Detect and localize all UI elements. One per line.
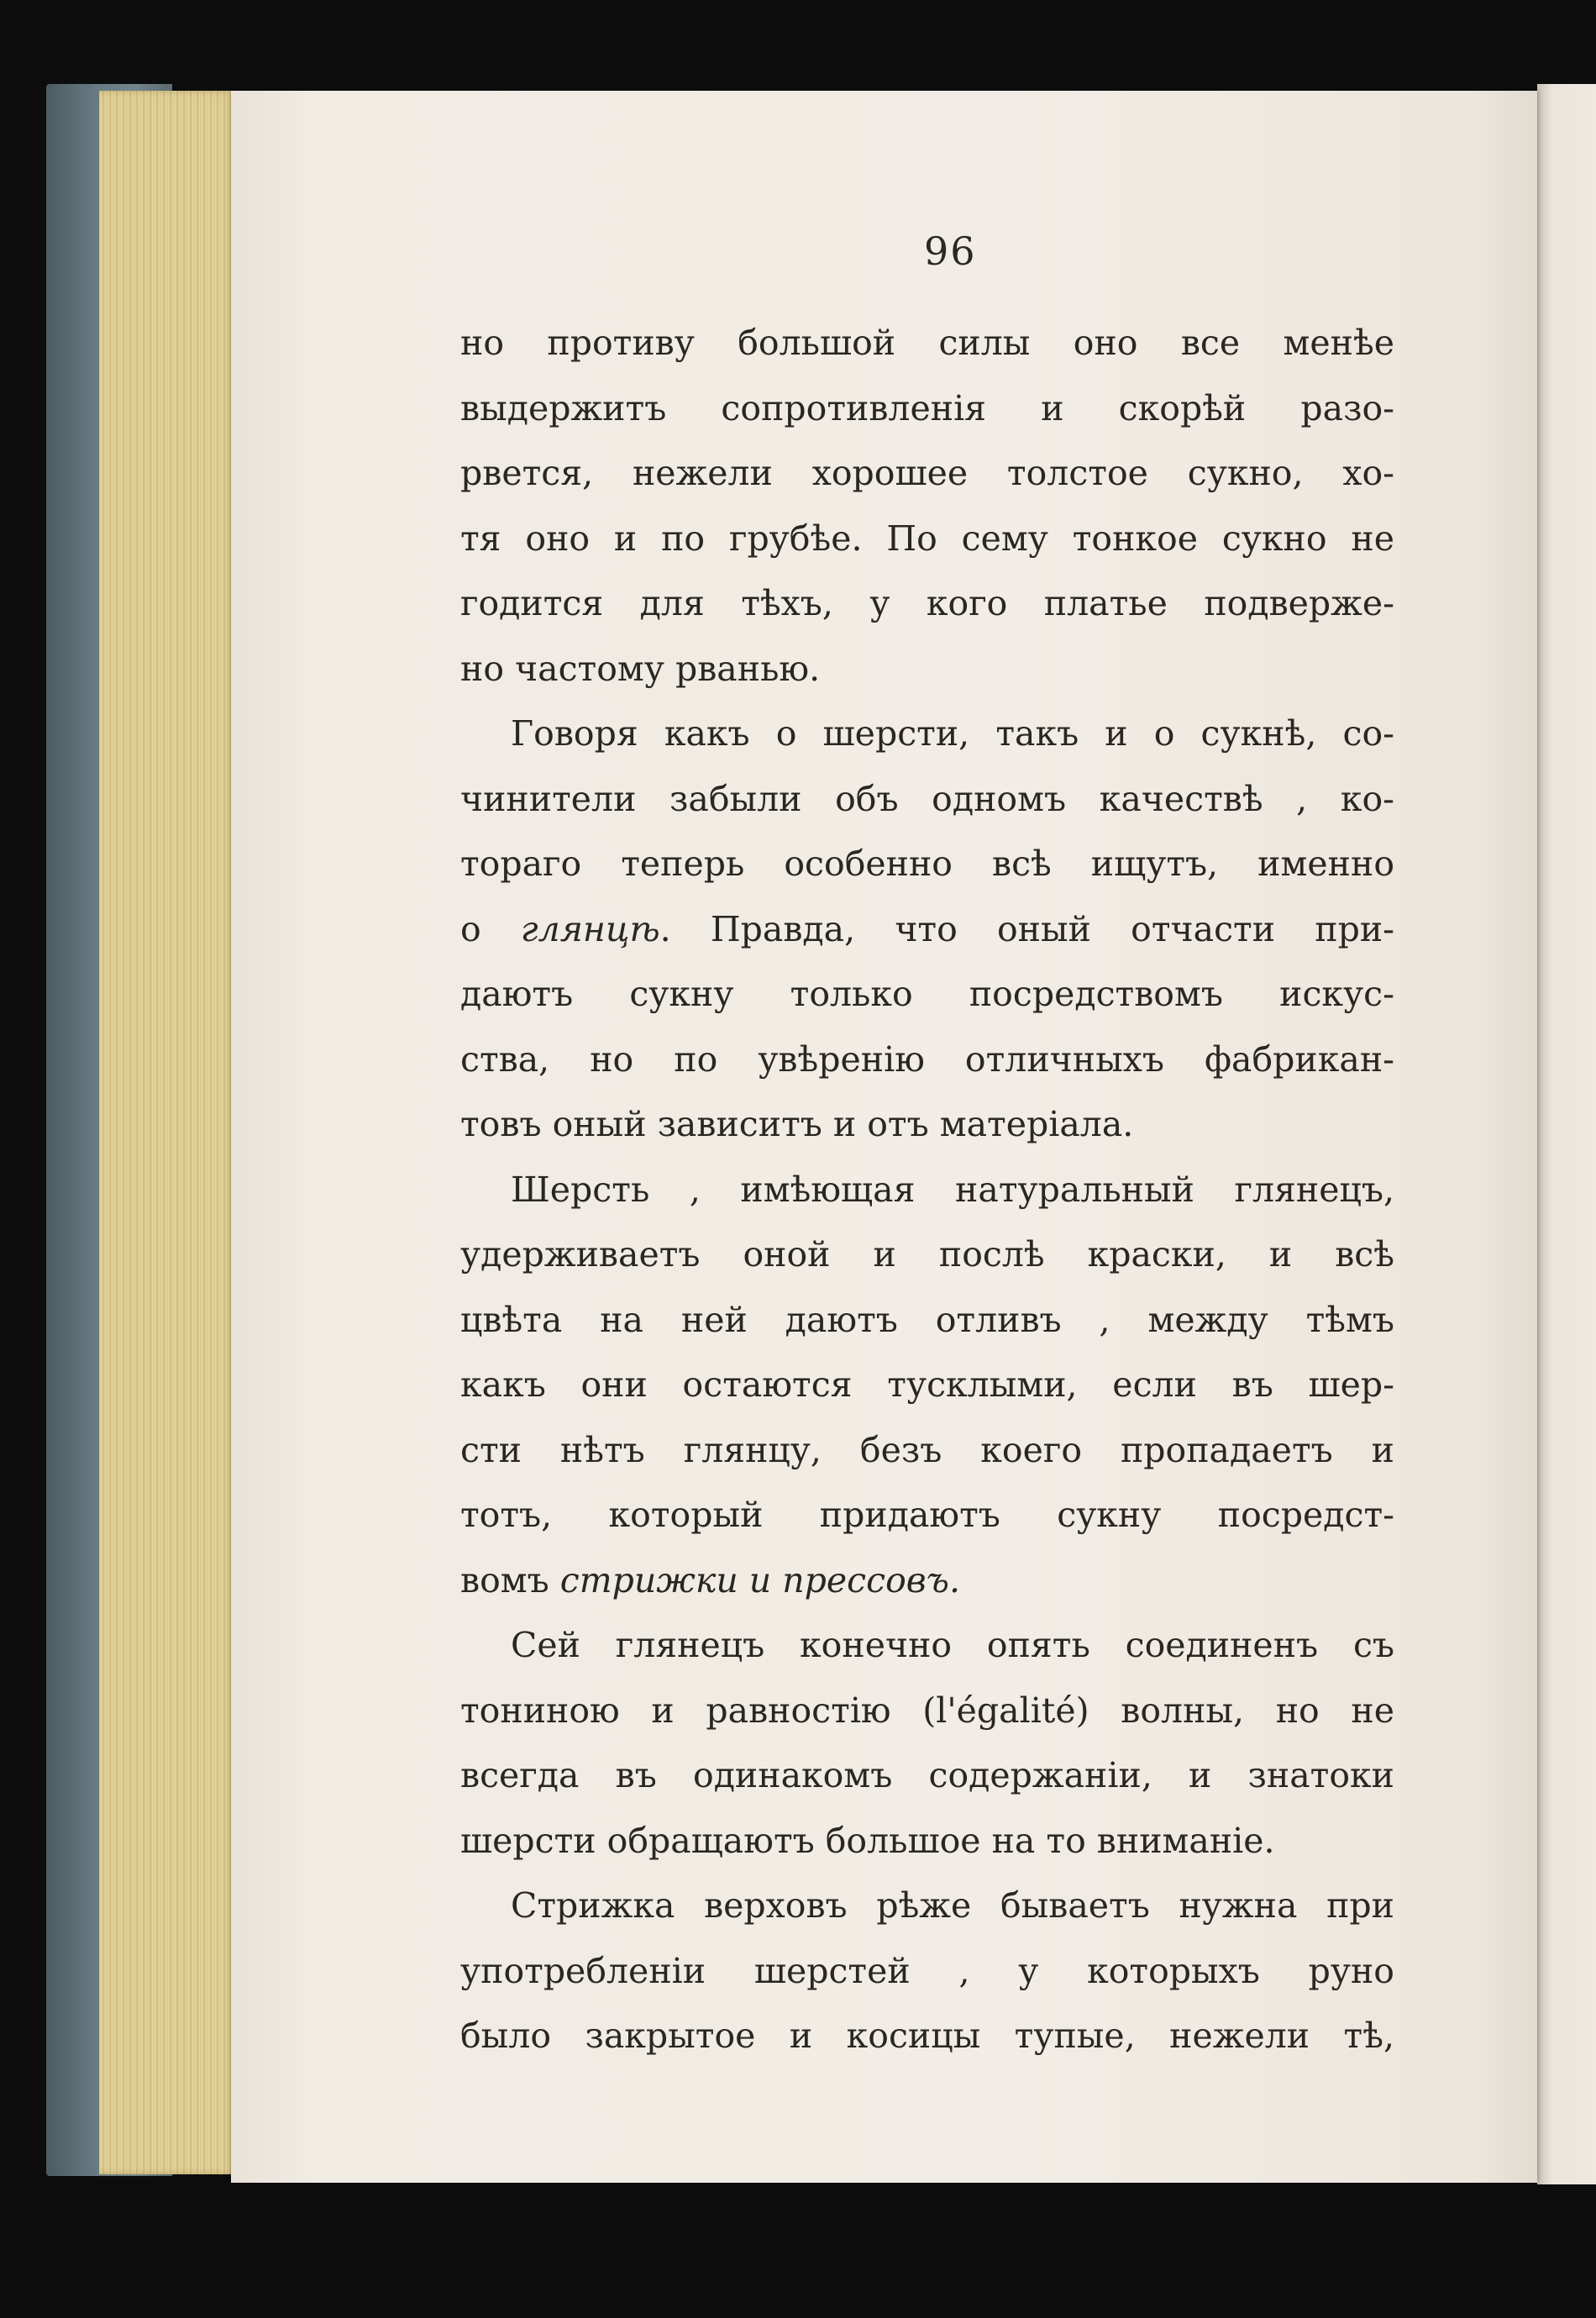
paragraph-5 — [460, 1874, 1394, 2069]
text-line-with-italic — [460, 1548, 1394, 1614]
text-segment: вомъ — [460, 1559, 560, 1601]
text-line: годится для тѣхъ, у кого платье подверже- — [460, 583, 1394, 623]
text-line: шерсти обращаютъ большое на то вниманіе. — [460, 1820, 1275, 1861]
text-line: но частому рванью. — [460, 648, 821, 689]
text-line: Шерсть , имѣющая натуральный глянецъ, — [511, 1169, 1394, 1210]
text-line: Говоря какъ о шерсти, такъ и о сукнѣ, со- — [511, 713, 1394, 754]
text-line: но противу большой силы оно все менѣе — [460, 323, 1394, 363]
text-line: цвѣта на ней даютъ отливъ , между тѣмъ — [460, 1299, 1394, 1340]
paragraph-4 — [460, 1613, 1394, 1874]
paragraph-3 — [460, 1158, 1394, 1614]
text-line: тораго теперь особенно всѣ ищутъ, именно — [460, 844, 1394, 884]
text-line: какъ они остаются тусклыми, если въ шер- — [460, 1364, 1394, 1405]
italic-term: стрижки и прессовъ. — [559, 1559, 960, 1601]
text-line: тя оно и по грубѣе. По сему тонкое сукно не — [460, 518, 1394, 559]
text-segment: . Правда, что оный отчасти при- — [659, 908, 1395, 949]
page-block-edges — [99, 91, 242, 2174]
text-line: ства, но по увѣренію отличныхъ фабрикан- — [460, 1038, 1394, 1080]
adjacent-page — [1537, 84, 1596, 2184]
text-line: чинители забыли объ одномъ качествѣ , ко- — [460, 778, 1394, 819]
italic-term: глянцѣ — [520, 908, 660, 949]
text-line: товъ оный зависитъ и отъ матеріала. — [460, 1104, 1134, 1144]
page-number: 96 — [924, 229, 977, 274]
text-segment: о — [460, 908, 521, 949]
text-line: даютъ сукну только посредствомъ искус- — [460, 974, 1394, 1014]
text-line: было закрытое и косицы тупые, нежели тѣ, — [460, 2016, 1394, 2056]
text-line: тониною и равностію (l'égalité) волны, но не — [460, 1690, 1394, 1731]
text-line: употребленіи шерстей , у которыхъ руно — [460, 1950, 1394, 1991]
page-text — [460, 311, 1394, 2069]
text-line: удерживаетъ оной и послѣ краски, и всѣ — [460, 1234, 1394, 1275]
text-line: рвется, нежели хорошее толстое сукно, хо- — [460, 453, 1394, 493]
text-line: всегда въ одинакомъ содержаніи, и знатоки — [460, 1755, 1394, 1795]
text-line: выдержитъ сопротивленія и скорѣй разо- — [460, 387, 1394, 428]
paragraph-2 — [460, 702, 1394, 1158]
text-line-with-italic — [460, 897, 1394, 963]
text-line: тотъ, который придаютъ сукну посредст- — [460, 1495, 1394, 1535]
paragraph-1 — [460, 311, 1394, 702]
text-line: Сей глянецъ конечно опять соединенъ съ — [511, 1625, 1394, 1665]
text-line: сти нѣтъ глянцу, безъ коего пропадаетъ и — [460, 1429, 1394, 1470]
text-line: Стрижка верховъ рѣже бываетъ нужна при — [511, 1885, 1394, 1926]
